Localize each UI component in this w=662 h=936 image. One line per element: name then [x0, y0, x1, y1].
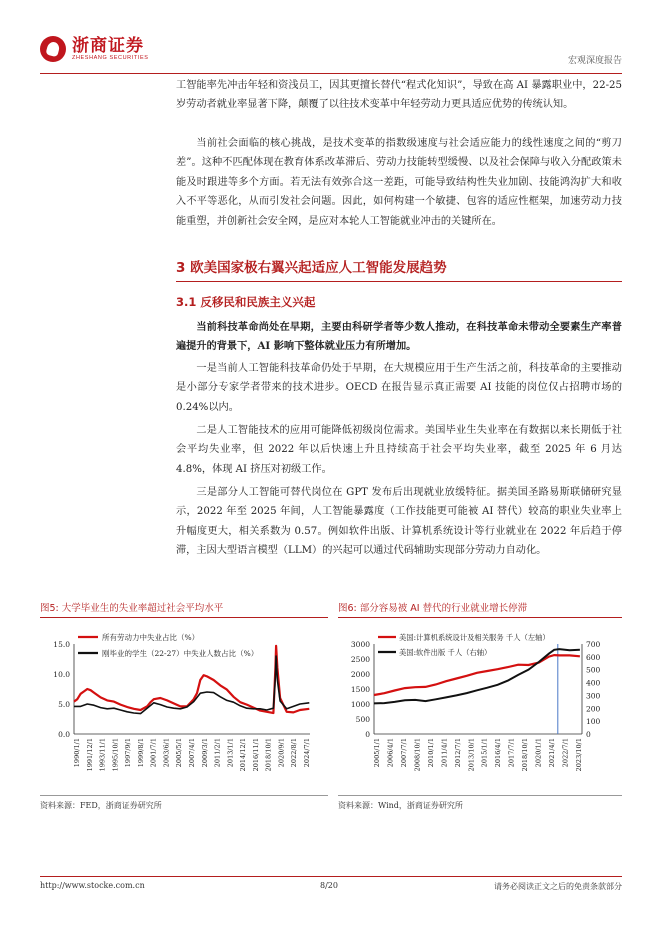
- legend-label: 所有劳动力中失业占比（%）: [102, 633, 200, 642]
- x-tick-label: 2024/7/1: [303, 738, 311, 768]
- x-tick-label: 1991/12/1: [85, 738, 94, 772]
- y-tick-label: 5.0: [58, 700, 70, 709]
- x-tick-label: 2022/8/1: [290, 738, 299, 768]
- x-tick-label: 2001/7/1: [149, 738, 158, 768]
- figure-6-title: 图6: 部分容易被 AI 替代的行业就业增长停滞: [338, 603, 528, 614]
- legend-label: 刚毕业的学生（22-27）中失业人数占比（%）: [102, 649, 259, 658]
- legend-label: 美国:软件出版 千人（右轴）: [399, 648, 492, 657]
- y-right-tick-label: 200: [586, 704, 601, 714]
- y-right-tick-label: 0: [586, 730, 591, 739]
- x-tick-label: 2012/7/1: [453, 738, 462, 768]
- y-right-tick-label: 700: [586, 640, 601, 649]
- figure-6-source: 资料来源：Wind，浙商证券研究所: [338, 801, 463, 810]
- figure-6-bottom-rule: [338, 795, 622, 796]
- legend-label: 美国:计算机系统设计及相关服务 千人（左轴）: [399, 633, 550, 642]
- x-tick-label: 1997/9/1: [124, 738, 133, 768]
- footer-url[interactable]: http://www.stocke.com.cn: [40, 881, 145, 890]
- x-tick-label: 2020/9/1: [277, 738, 286, 768]
- figure-5-chart: [40, 622, 328, 792]
- y-right-tick-label: 300: [586, 691, 601, 701]
- figure-5-title: 图5: 大学毕业生的失业率超过社会平均水平: [40, 603, 224, 614]
- figure-5-bottom-rule: [40, 795, 328, 796]
- body-paragraph-1: 一是当前人工智能科技革命仍处于早期，在大规模应用于生产生活之前，科技革命的主要推动是小部分专家学者带来的技术进步。OECD 在报告显示真正需要 AI 技能的岗位仅占招聘市场的 0.24%以内。: [176, 363, 622, 413]
- y-right-tick-label: 100: [586, 717, 601, 727]
- x-tick-label: 2011/4/1: [440, 738, 449, 768]
- x-tick-label: 2014/12/1: [239, 738, 248, 772]
- y-tick-label: 0.0: [58, 730, 70, 739]
- x-tick-label: 2023/10/1: [575, 738, 583, 772]
- x-tick-label: 2013/1/1: [226, 738, 235, 768]
- y-tick-label: 10.0: [53, 670, 70, 679]
- x-tick-label: 2007/7/1: [399, 738, 408, 768]
- x-tick-label: 2011/2/1: [213, 738, 222, 768]
- page-header: [40, 36, 622, 74]
- y-tick-label: 15.0: [53, 640, 70, 649]
- body-paragraph-2: 二是人工智能技术的应用可能降低初级岗位需求。美国毕业生失业率在有数据以来长期低于社会平均失业率，但 2022 年以后快速上升且持续高于社会平均失业率，截至 2025 年 6 月达 4.8%，体现 AI 挤压对初级工作。: [176, 425, 622, 475]
- x-tick-label: 2008/10/1: [413, 738, 422, 772]
- x-tick-label: 2021/4/1: [548, 738, 557, 768]
- lead-paragraph: 当前科技革命尚处在早期，主要由科研学者等少数人推动，在科技革命未带动全要素生产率普遍提升的背景下，AI 影响下整体就业压力有所增加。: [176, 321, 622, 353]
- intro-paragraph-1: 工智能率先冲击年轻和资浅员工，因其更擅长替代“程式化知识”，导致在高 AI 暴露职业中，22-25 岁劳动者就业率显著下降，颠覆了以往技术变革中年轻劳动力更具适应优势的传统认知。: [176, 80, 622, 111]
- y-right-tick-label: 500: [586, 665, 601, 675]
- logo-name-en: ZHESHANG SECURITIES: [72, 55, 149, 61]
- x-tick-label: 2022/7/1: [561, 738, 570, 768]
- x-tick-label: 2016/11/1: [251, 738, 260, 772]
- y-left-tick-label: 1000: [350, 700, 370, 709]
- x-tick-label: 2005/1/1: [373, 738, 381, 768]
- body-paragraph-3: 三是部分人工智能可替代岗位在 GPT 发布后出现就业放缓特征。据美国圣路易斯联储研究显示，2022 年至 2025 年间，人工智能暴露度（工作技能更可能被 AI 替代）较高的职业失业率上升幅度更大，相关系数为 0.57。例如软件出版、计算机系统设计等行业就业在 2022 年后趋于停滞，主因大型语言模型（LLM）的兴起可以通过代码辅助实现部分劳动力自动化。: [176, 487, 622, 557]
- x-tick-label: 2018/10/1: [521, 738, 530, 772]
- x-tick-label: 2009/3/1: [200, 738, 209, 768]
- y-left-tick-label: 0: [365, 730, 370, 739]
- series-computer-systems-design: [374, 655, 580, 695]
- x-tick-label: 2005/5/1: [175, 738, 184, 768]
- x-tick-label: 2007/4/1: [188, 738, 196, 768]
- brand-logo: [40, 36, 149, 62]
- section-heading: 3 欧美国家极右翼兴起适应人工智能发展趋势: [176, 256, 622, 282]
- footer-disclaimer: 请务必阅读正文之后的免责条款部分: [494, 882, 622, 891]
- y-left-tick-label: 500: [355, 715, 370, 724]
- x-tick-label: 2010/1/1: [426, 738, 435, 768]
- page-number: 8/20: [320, 881, 338, 890]
- report-type: 宏观深度报告: [567, 56, 622, 66]
- figure-6-rule: [338, 617, 622, 618]
- page-footer: [40, 876, 622, 891]
- x-tick-label: 1993/11/1: [98, 738, 107, 772]
- y-left-tick-label: 3000: [350, 640, 370, 649]
- intro-paragraph-2: 当前社会面临的核心挑战，是技术变革的指数级速度与社会适应能力的线性速度之间的“剪刀差”。这种不匹配体现在教育体系改革滞后、劳动力技能转型缓慢、以及社会保障与收入分配政策未能及时跟进等多个方面。若无法有效弥合这一差距，可能导致结构性失业加剧、技能鸿沟扩大和收入不平等恶化，从而引发社会问题。因此，如何构建一个敏捷、包容的适应性框架，加速劳动力技能重塑，并创新社会安全网，是应对本轮人工智能就业冲击的关键所在。: [176, 138, 622, 227]
- x-tick-label: 2006/4/1: [386, 738, 395, 768]
- x-tick-label: 2018/10/1: [264, 738, 273, 772]
- figure-5-rule: [40, 617, 328, 618]
- subsection-heading: 3.1 反移民和民族主义兴起: [176, 295, 316, 309]
- x-tick-label: 2020/1/1: [534, 738, 543, 768]
- x-tick-label: 2013/10/1: [467, 738, 476, 772]
- x-tick-label: 2015/1/1: [480, 738, 489, 768]
- logo-name-cn: 浙商证券: [72, 36, 144, 56]
- figure-5-source: 资料来源：FED，浙商证券研究所: [40, 801, 162, 810]
- y-left-tick-label: 2000: [350, 670, 370, 679]
- y-left-tick-label: 1500: [350, 685, 370, 694]
- x-tick-label: 2017/7/1: [507, 738, 516, 768]
- x-tick-label: 2003/6/1: [162, 738, 171, 768]
- y-right-tick-label: 400: [586, 678, 601, 688]
- x-tick-label: 2016/4/1: [494, 738, 503, 768]
- x-tick-label: 1990/1/1: [73, 738, 81, 768]
- y-left-tick-label: 2500: [350, 655, 370, 664]
- x-tick-label: 1995/10/1: [111, 738, 120, 772]
- x-tick-label: 1999/8/1: [136, 738, 145, 768]
- zheshang-logo-icon: [40, 36, 66, 62]
- figure-6-chart: [338, 622, 622, 792]
- y-right-tick-label: 600: [586, 652, 601, 662]
